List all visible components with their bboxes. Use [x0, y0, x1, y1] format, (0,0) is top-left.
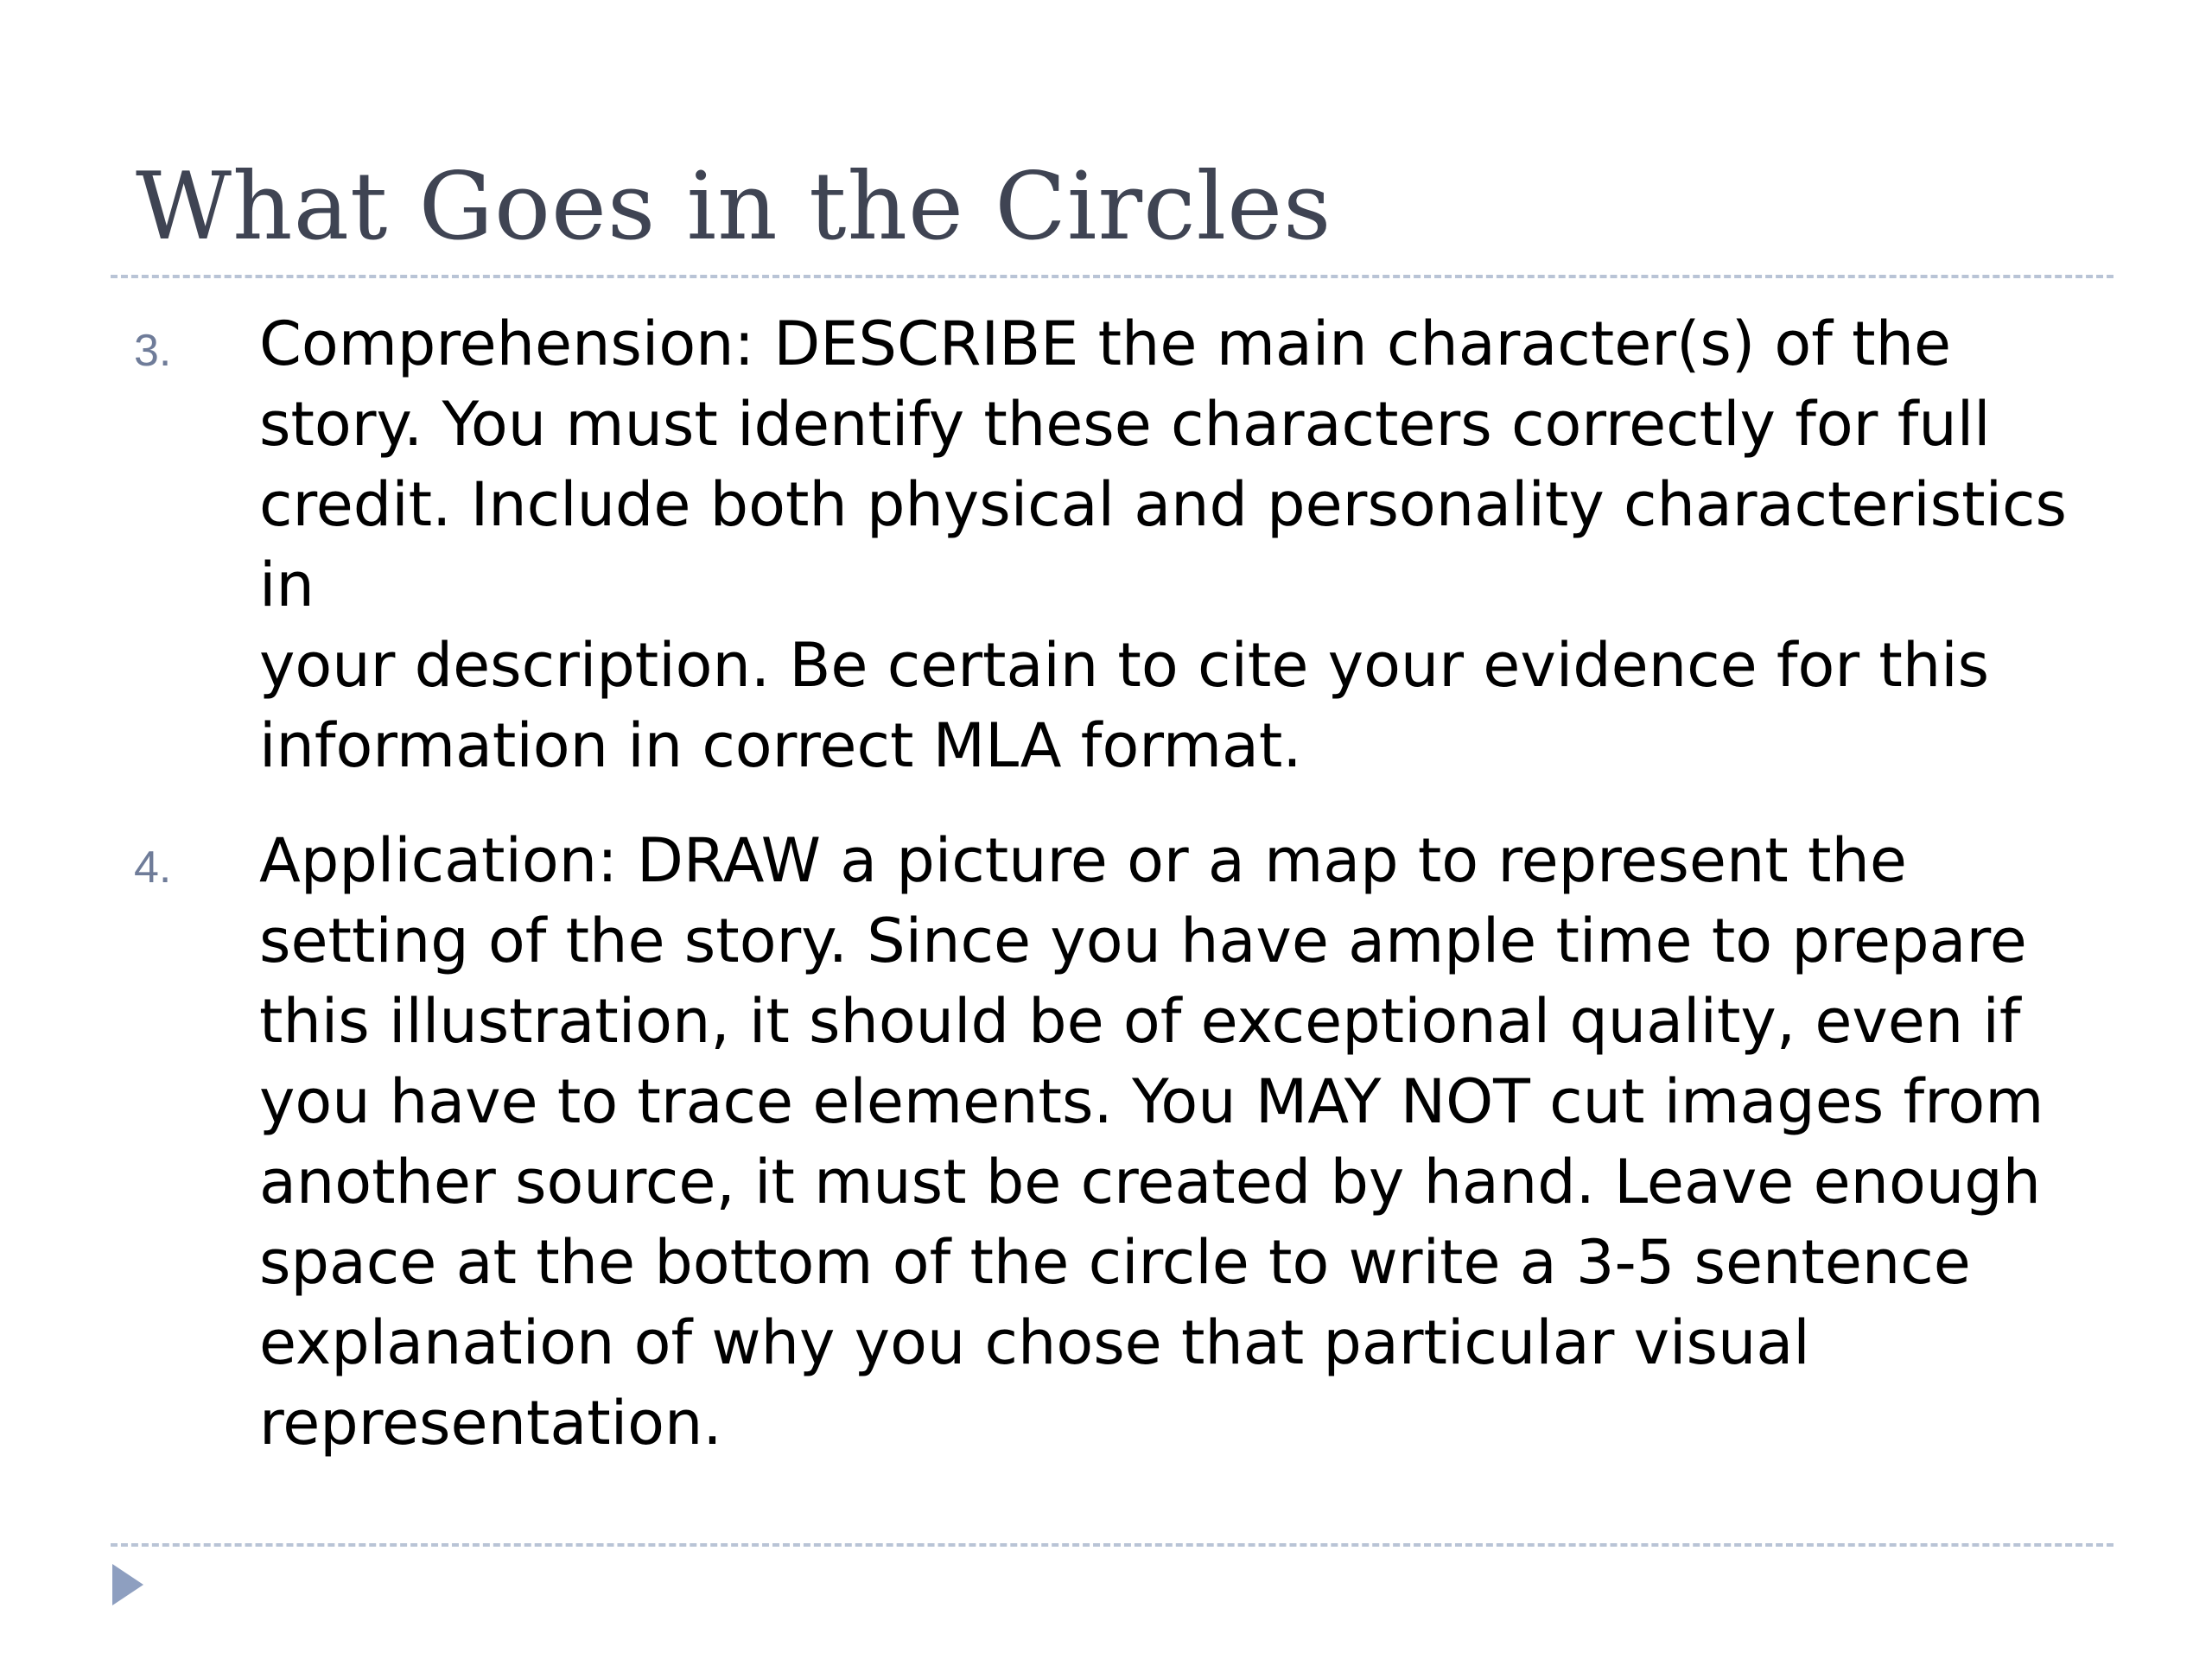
item-text: Application: DRAW a picture or a map to represent the setting of the story. Since you have ample time to prepare this illustration, it should be of exceptional quality, even if you have to trace elements. You MAY NOT cut images from another source, it must be created by hand. Leave enough space at the bottom of the circle to write a 3-5 sentence explanation of why you chose that particular visual representation.	[259, 825, 2044, 1459]
bottom-divider	[111, 1543, 2113, 1547]
item-number: 4.	[134, 842, 172, 893]
slide-title: What Goes in the Circles	[136, 153, 1332, 261]
item-number: 3.	[134, 326, 172, 376]
item-text: Comprehension: DESCRIBE the main character(s) of the story. You must identify these characters correctly for full credit. Include both physical and personality characteristics in your description. Be certain to cite your evidence for this information in correct MLA format.	[259, 308, 2068, 781]
triangle-right-icon[interactable]	[111, 1562, 145, 1607]
top-divider	[111, 275, 2113, 278]
